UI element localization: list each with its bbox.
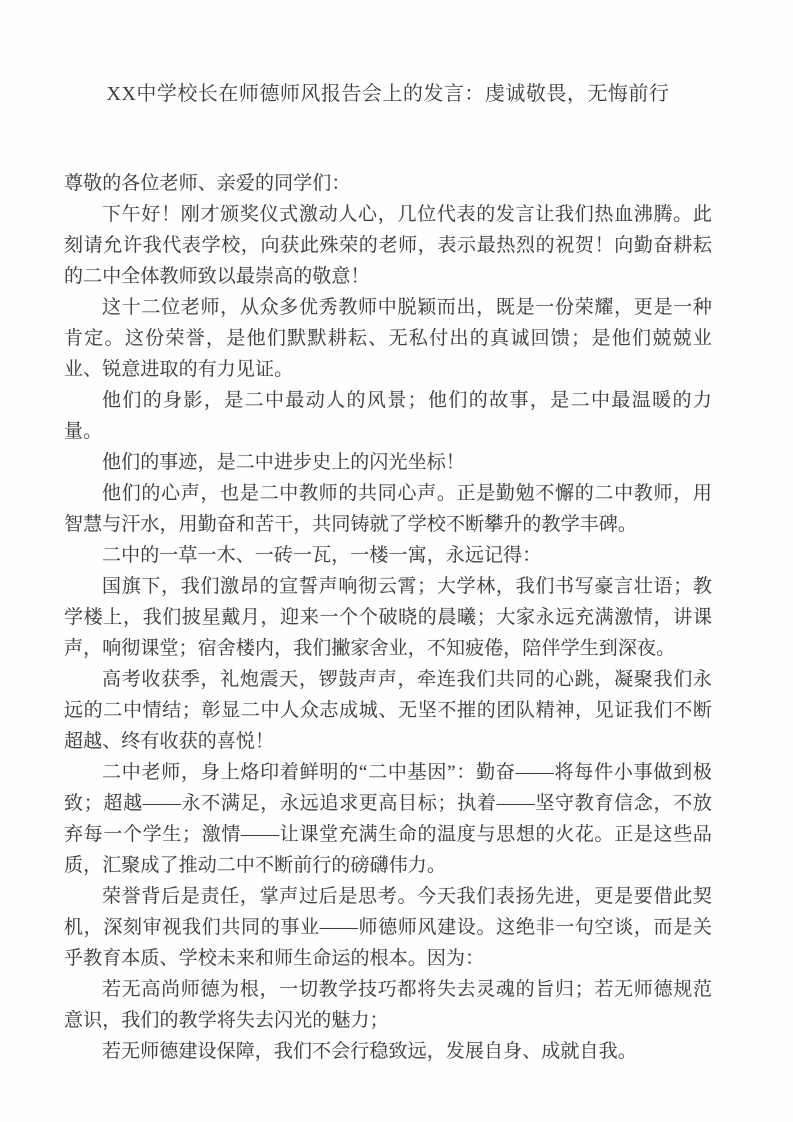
document-title: XX中学校长在师德师风报告会上的发言：虔诚敬畏，无悔前行	[106, 83, 670, 105]
paragraph: 下午好！刚才颁奖仪式激动人心，几位代表的发言让我们热血沸腾。此刻请允许我代表学校，向获此殊荣的老师，表示最热烈的祝贺！向勤奋耕耘的二中全体教师致以最崇高的敬意！	[64, 204, 712, 287]
paragraph: 国旗下，我们激昂的宣誓声响彻云霄；大学林，我们书写豪言壮语；教学楼上，我们披星戴月，迎来一个个破晓的晨曦；大家永远充满激情，讲课声，响彻课堂；宿舍楼内，我们撇家舍业，不知疲倦，陪伴学生到深夜。	[64, 576, 712, 659]
paragraph: 二中的一草一木、一砖一瓦，一楼一寓，永远记得：	[102, 545, 542, 566]
paragraph: 荣誉背后是责任，掌声过后是思考。今天我们表扬先进，更是要借此契机，深刻审视我们共同的事业——师德师风建设。这绝非一句空谈，而是关乎教育本质、学校未来和师生命运的根本。因为：	[64, 886, 712, 969]
paragraph: 若无师德建设保障，我们不会行稳致远，发展自身、成就自我。	[102, 1041, 637, 1062]
paragraph: 他们的心声，也是二中教师的共同心声。正是勤勉不懈的二中教师，用智慧与汗水，用勤奋和苦干，共同铸就了学校不断攀升的教学丰碑。	[64, 483, 712, 535]
document-body	[64, 168, 712, 1067]
paragraph: 二中老师，身上烙印着鲜明的“二中基因”：勤奋——将每件小事做到极致；超越——永不满足，永远追求更高目标；执着——坚守教育信念，不放弃每一个学生；激情——让课堂充满生命的温度与思想的火花。正是这些品质，汇聚成了推动二中不断前行的磅礴伟力。	[64, 762, 712, 876]
paragraph: 高考收获季，礼炮震天，锣鼓声声，牵连我们共同的心跳，凝聚我们永远的二中情结；彰显二中人众志成城、无坚不摧的团队精神，见证我们不断超越、终有收获的喜悦！	[64, 669, 712, 752]
paragraph: 他们的身影，是二中最动人的风景；他们的故事，是二中最温暖的力量。	[64, 390, 712, 442]
paragraph: 若无高尚师德为根，一切教学技巧都将失去灵魂的旨归；若无师德规范意识，我们的教学将失去闪光的魅力；	[64, 979, 712, 1031]
paragraph: 尊敬的各位老师、亲爱的同学们：	[64, 173, 351, 194]
paragraph: 他们的事迹，是二中进步史上的闪光坐标！	[102, 452, 465, 473]
paragraph: 这十二位老师，从众多优秀教师中脱颖而出，既是一份荣耀，更是一种肯定。这份荣誉，是他们默默耕耘、无私付出的真诚回馈；是他们兢兢业业、锐意进取的有力见证。	[64, 297, 712, 380]
